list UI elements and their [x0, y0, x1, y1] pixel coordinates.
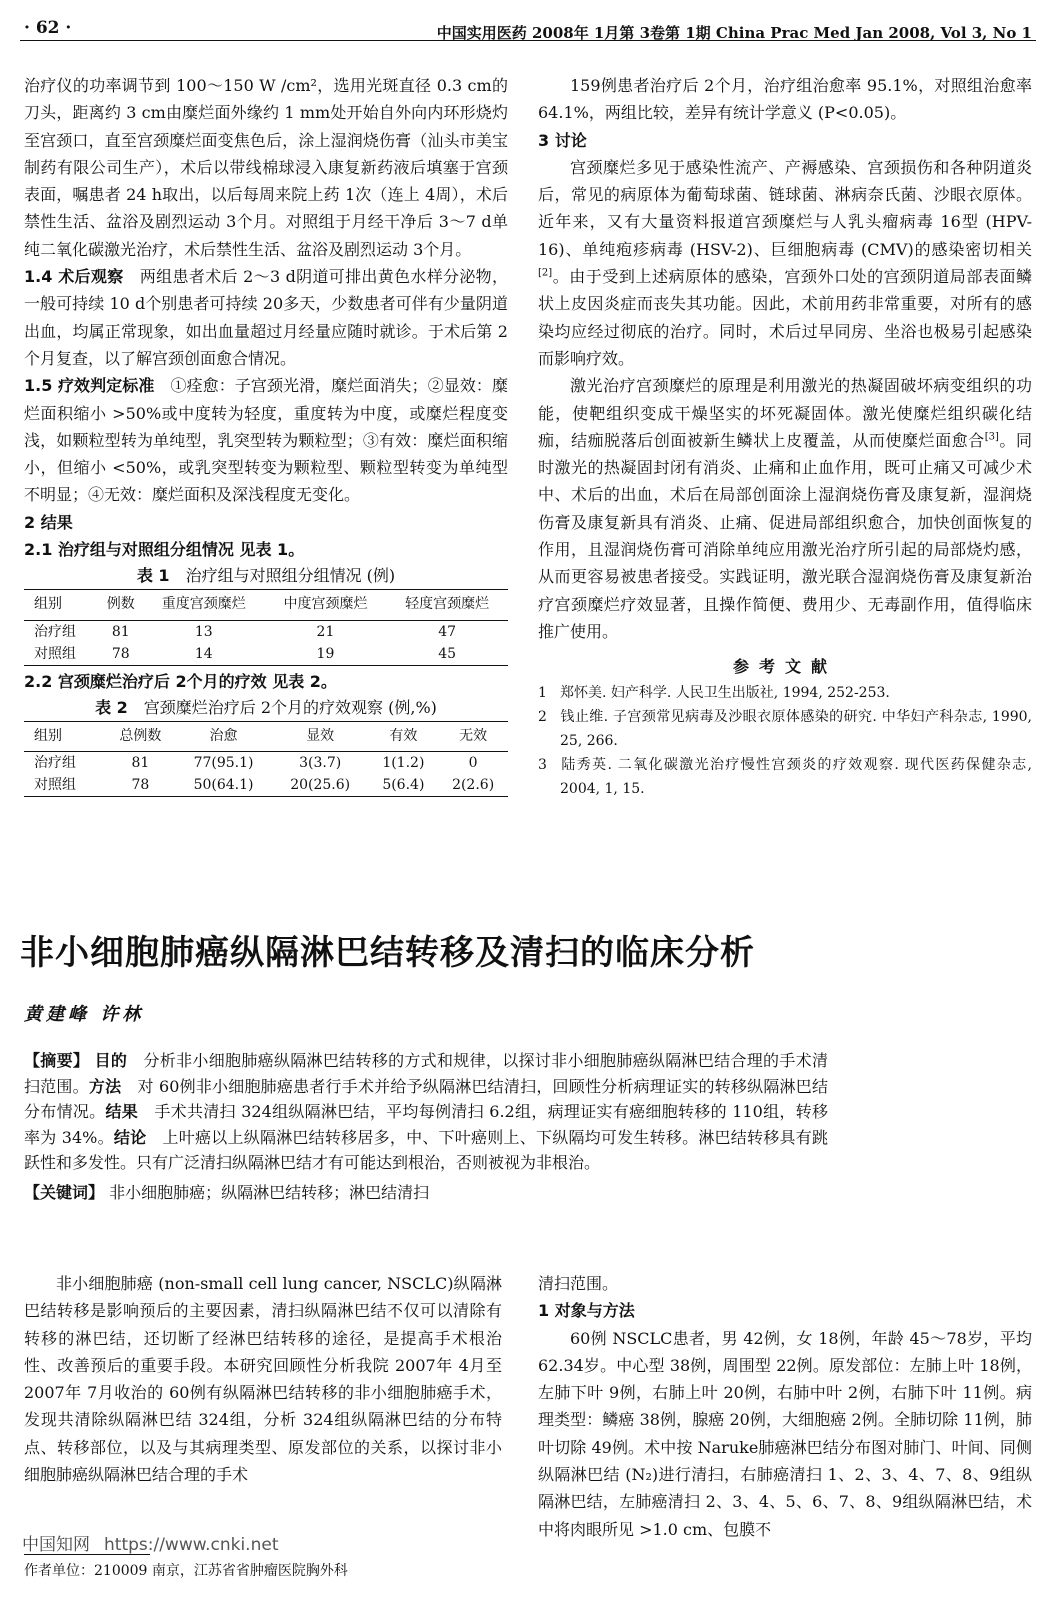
table-cell: 50(64.1): [175, 774, 272, 797]
abstract-methods: 对 60例非小细胞肺癌患者行手术并给予纵隔淋巴结清扫，回顾性分析病理证实的转移纵隔淋巴结分布情况。: [24, 1076, 828, 1121]
abstract-label: 【摘要】: [24, 1051, 90, 1070]
left-column: [24, 72, 508, 797]
article-title: 非小细胞肺癌纵隔淋巴结转移及清扫的临床分析: [20, 933, 755, 973]
abstract-methods-label: 方法: [88, 1076, 122, 1096]
table-cell: 81: [131, 755, 150, 772]
reference-item: 3 陆秀英. 二氧化碳激光治疗慢性宫颈炎的疗效观察. 现代医药保健杂志, 2004, 1, 15.: [538, 756, 1032, 797]
author-affiliation-footnote: 作者单位：210009 南京，江苏省省肿瘤医院胸外科: [24, 1563, 348, 1579]
table-header-cell: 显效: [272, 721, 369, 751]
table-cell: 81: [111, 623, 130, 640]
table-1-caption: [24, 563, 508, 589]
citation-ref: [3]: [984, 431, 999, 443]
watermark-url: https://www.cnki.net: [104, 1535, 279, 1555]
references-heading: 参考文献: [732, 657, 837, 677]
table-cell: 2(2.6): [438, 774, 508, 797]
table-header-cell: 中度宫颈糜烂: [265, 590, 387, 620]
header-rule: [20, 40, 1036, 41]
table-row: [24, 620, 508, 643]
table-cell: 47: [438, 623, 457, 640]
section-2-2-heading: 2.2 宫颈糜烂治疗后 2个月的疗效 见表 2。: [24, 671, 337, 691]
table-2: [24, 721, 508, 797]
article-authors: 黄建峰 许林: [24, 1004, 145, 1025]
running-head: 中国实用医药 2008年 1月第 3卷第 1期 China Prac Med Jan 2008, Vol 3, No 1: [436, 24, 1032, 42]
section-2-1-heading: 2.1 治疗组与对照组分组情况 见表 1。: [24, 540, 305, 560]
abstract-objective: 分析非小细胞肺癌纵隔淋巴结转移的方式和规律，以探讨非小细胞肺癌纵隔淋巴结合理的手术清扫范围。: [24, 1051, 828, 1096]
page-number: · 62 ·: [24, 18, 72, 38]
abstract-conclusion-label: 结论: [113, 1127, 147, 1147]
table-cell: 78: [106, 774, 176, 797]
table-1-title: 治疗组与对照组分组情况 (例): [185, 566, 396, 586]
table-cell: 21: [316, 623, 335, 640]
table-cell: 3(3.7): [299, 755, 342, 772]
table-header-row: [24, 590, 508, 620]
discussion-paragraph-2: 激光治疗宫颈糜烂的原理是利用激光的热凝固破坏病变组织的功能，使靶组织变成干燥坚实的坏死凝固体。激光使糜烂组织碳化结痂，结痂脱落后创面被新生鳞状上皮覆盖，从而使糜烂面愈合[3]。同时激光的热凝固封闭有消炎、止痛和止血作用，既可止痛又可减少术中、术后的出血，术后在局部创面涂上湿润烧伤膏及康复新，湿润烧伤膏及康复新具有消炎、止痛、促进局部组织愈合，加快创面恢复的作用，且湿润烧伤膏可消除单纯应用激光治疗所引起的局部烧灼感，从而更容易被患者接受。实践证明，激光联合湿润烧伤膏及康复新治疗宫颈糜烂疗效显著，且操作简便、费用少、无毒副作用，值得临床推广使用。: [538, 376, 1032, 641]
table-header-cell: 无效: [438, 721, 508, 751]
abstract-conclusion: 上叶癌以上纵隔淋巴结转移居多，中、下叶癌则上、下纵隔均可发生转移。淋巴结转移具有跳跃性和多发性。只有广泛清扫纵隔淋巴结才有可能达到根治，否则被视为非根治。: [24, 1127, 828, 1172]
table-header-cell: 总例数: [106, 721, 176, 751]
table-header-cell: 例数: [99, 590, 143, 620]
table-row: [24, 643, 508, 666]
section-3-heading: 3 讨论: [538, 130, 587, 150]
section-1-heading: 1 对象与方法: [538, 1301, 635, 1321]
abstract: [24, 1048, 828, 1205]
reference-item: 2 钱止维. 子宫颈常见病毒及沙眼衣原体感染的研究. 中华妇产科杂志, 1990, 25, 266.: [538, 708, 1032, 749]
table-2-caption: [24, 695, 508, 721]
table-cell: 78: [99, 643, 143, 666]
abstract-results: 手术共清扫 324组纵隔淋巴结，平均每例清扫 6.2组，病理证实有癌细胞转移的 110组，转移率为 34%。: [24, 1102, 828, 1147]
watermark: [22, 1530, 278, 1555]
table-cell: 5(6.4): [369, 774, 439, 797]
cnki-logo-text: 中国知网: [22, 1535, 90, 1555]
table-cell: 19: [265, 643, 387, 666]
table-cell: 14: [143, 643, 265, 666]
abstract-results-label: 结果: [105, 1102, 139, 1121]
table-2-label: 表 2: [95, 697, 128, 717]
intro-paragraph-end: 清扫范围。: [538, 1274, 619, 1293]
table-header-cell: 有效: [369, 721, 439, 751]
reference-item: 1 郑怀美. 妇产科学. 人民卫生出版社, 1994, 252-253.: [538, 684, 890, 701]
table-header-cell: 治愈: [175, 721, 272, 751]
section-2-heading: 2 结果: [24, 512, 73, 532]
discussion-paragraph-1: 宫颈糜烂多见于感染性流产、产褥感染、宫颈损伤和各种阴道炎后，常见的病原体为葡萄球菌、链球菌、淋病奈氏菌、沙眼衣原体。近年来，又有大量资料报道宫颈糜烂与人乳头瘤病毒 16型 (HPV-16)、单纯疱疹病毒 (HSV-2)、巨细胞病毒 (CMV)的感染密切相关[2]。由于受到上述病原体的感染，宫颈外口处的宫颈阴道局部表面鳞状上皮因炎症而丧失其功能。因此，术前用药非常重要，对所有的感染均应经过彻底的治疗。同时，术后过早同房、坐浴也极易引起感染而影响疗效。: [538, 157, 1032, 368]
citation-ref: [2]: [538, 267, 553, 279]
section-1-5-text: ①痊愈：子宫颈光滑，糜烂面消失；②显效：糜烂面积缩小 >50%或中度转为轻度，重度转为中度，或糜烂程度变浅，如颗粒型转为单纯型，乳突型转为颗粒型；③有效：糜烂面积缩小，但缩小 <50%，或乳突型转变为颗粒型、颗粒型转变为单纯型不明显；④无效：糜烂面积及深浅程度无变化。: [24, 376, 508, 505]
method-paragraph: 治疗仪的功率调节到 100～150 W /cm²，选用光斑直径 0.3 cm的刀头，距离约 3 cm由糜烂面外缘约 1 mm处开始自外向内环形烧灼至宫颈口，直至宫颈糜烂面变焦色后，涂上湿润烧伤膏（汕头市美宝制药有限公司生产），术后以带线棉球浸入康复新药液后填塞于宫颈表面，嘱患者 24 h取出，以后每周来院上药 1次（连上 4周），术后禁性生活、盆浴及剧烈运动 3个月。对照组于月经干净后 3～7 d单纯二氧化碳激光治疗，术后禁性生活、盆浴及剧烈运动 3个月。: [24, 76, 508, 259]
subjects-methods-paragraph: 60例 NSCLC患者，男 42例，女 18例，年龄 45～78岁，平均 62.34岁。中心型 38例，周围型 22例。原发部位：左肺上叶 18例，左肺下叶 9例，右肺上叶 20例，右肺中叶 2例，右肺下叶 11例。病理类型：鳞癌 38例，腺癌 20例，大细胞癌 2例。全肺切除 11例，肺叶切除 49例。术中按 Naruke肺癌淋巴结分布图对肺门、叶间、同侧纵隔淋巴结 (N₂)进行清扫，右肺癌清扫 1、2、3、4、7、8、9组纵隔淋巴结，左肺癌清扫 2、3、4、5、6、7、8、9组纵隔淋巴结，术中将肉眼所见 >1.0 cm、包膜不: [538, 1328, 1032, 1539]
table-header-row: [24, 721, 508, 751]
table-row: [24, 774, 508, 797]
table-1-label: 表 1: [136, 566, 170, 586]
table-2-title: 宫颈糜烂治疗后 2个月的疗效观察 (例,%): [143, 697, 437, 717]
abstract-objective-label: 目的: [94, 1051, 128, 1070]
keywords-label: 【关键词】: [24, 1182, 105, 1202]
right-column: [538, 72, 1032, 801]
intro-right-column: [538, 1270, 1032, 1543]
table-row: [24, 752, 508, 775]
section-1-4-heading: 1.4 术后观察: [24, 267, 124, 287]
table-header-cell: 轻度宫颈糜烂: [386, 590, 508, 620]
footnote-rule: [24, 1554, 150, 1555]
table-cell: 45: [386, 643, 508, 666]
results-paragraph: 159例患者治疗后 2个月，治疗组治愈率 95.1%，对照组治愈率 64.1%，两组比较，差异有统计学意义 (P<0.05)。: [538, 76, 1032, 123]
table-cell: 0: [468, 755, 478, 772]
table-cell: 对照组: [24, 774, 106, 797]
table-cell: 对照组: [24, 643, 99, 666]
keywords: 非小细胞肺癌；纵隔淋巴结转移；淋巴结清扫: [109, 1182, 430, 1202]
table-cell: 治疗组: [34, 623, 76, 640]
table-cell: 20(25.6): [272, 774, 369, 797]
table-cell: 13: [194, 623, 213, 640]
table-header-cell: 组别: [24, 721, 106, 751]
table-header-cell: 组别: [24, 590, 99, 620]
intro-paragraph: 非小细胞肺癌 (non-small cell lung cancer, NSCLC)纵隔淋巴结转移是影响预后的主要因素，清扫纵隔淋巴结不仅可以清除有转移的淋巴结，还切断了经淋巴结转移的途径，是提高手术根治性、改善预后的重要手段。本研究回顾性分析我院 2007年 4月至 2007年 7月收治的 60例有纵隔淋巴结转移的非小细胞肺癌手术，发现共清除纵隔淋巴结 324组，分析 324组纵隔淋巴结的分布特点、转移部位，以及与其病理类型、原发部位的关系，以探讨非小细胞肺癌纵隔淋巴结合理的手术: [24, 1274, 502, 1485]
section-1-4-text: 两组患者术后 2～3 d阴道可排出黄色水样分泌物，一般可持续 10 d个别患者可持续 20多天，少数患者可伴有少量阴道出血，均属正常现象，如出血量超过月经量应随时就诊。于术后第 2个月复查，以了解宫颈创面愈合情况。: [24, 267, 508, 368]
table-header-cell: 重度宫颈糜烂: [143, 590, 265, 620]
table-cell: 1(1.2): [382, 755, 425, 772]
table-cell: 77(95.1): [193, 755, 254, 772]
intro-left-column: [24, 1270, 502, 1488]
table-cell: 治疗组: [34, 755, 76, 772]
table-1: [24, 589, 508, 665]
section-1-5-heading: 1.5 疗效判定标准: [24, 376, 155, 396]
